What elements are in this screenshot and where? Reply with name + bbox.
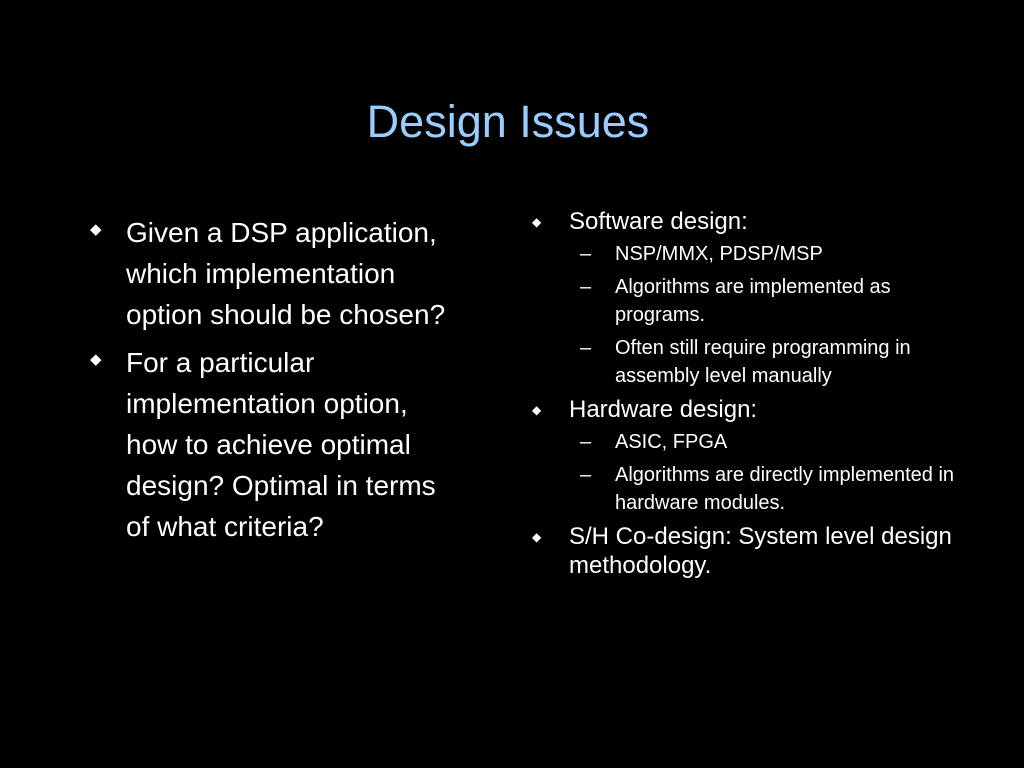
dash-bullet-icon: –: [580, 243, 592, 265]
bullet-text: For a particular implementation option, how to achieve optimal design? Optimal in terms of what criteria?: [126, 347, 436, 542]
bullet-item: [532, 207, 962, 390]
diamond-bullet-icon: ◆: [532, 530, 542, 544]
bullet-item: [90, 342, 450, 547]
sub-bullet-list: [569, 428, 962, 517]
sub-bullet-list: [569, 240, 962, 390]
sub-bullet-text: Algorithms are directly implemented in hardware modules.: [615, 464, 955, 514]
sub-bullet-item: [569, 461, 962, 517]
bullet-text: Software design:: [569, 208, 748, 235]
bullet-item: [90, 212, 450, 335]
right-bullet-list: [532, 207, 962, 580]
bullet-item: [532, 522, 962, 580]
sub-bullet-text: Algorithms are implemented as programs.: [615, 276, 891, 326]
sub-bullet-item: [569, 428, 962, 456]
diamond-bullet-icon: ◆: [90, 351, 102, 368]
sub-bullet-item: [569, 273, 962, 329]
dash-bullet-icon: –: [580, 276, 592, 298]
sub-bullet-text: NSP/MMX, PDSP/MSP: [615, 243, 823, 265]
bullet-item: [532, 395, 962, 517]
sub-bullet-item: [569, 334, 962, 390]
left-bullet-list: [90, 212, 450, 547]
left-column: [90, 212, 450, 554]
dash-bullet-icon: –: [580, 337, 592, 359]
sub-bullet-text: Often still require programming in assembly level manually: [615, 337, 911, 387]
bullet-text: S/H Co-design: System level design methodology.: [569, 523, 952, 579]
dash-bullet-icon: –: [580, 464, 592, 486]
diamond-bullet-icon: ◆: [90, 221, 102, 238]
sub-bullet-item: [569, 240, 962, 268]
diamond-bullet-icon: ◆: [532, 215, 542, 229]
dash-bullet-icon: –: [580, 431, 592, 453]
bullet-text: Given a DSP application, which implementation option should be chosen?: [126, 217, 446, 330]
sub-bullet-text: ASIC, FPGA: [615, 431, 728, 453]
right-column: [532, 207, 962, 585]
diamond-bullet-icon: ◆: [532, 403, 542, 417]
bullet-text: Hardware design:: [569, 396, 758, 423]
slide-title: Design Issues: [366, 96, 650, 147]
